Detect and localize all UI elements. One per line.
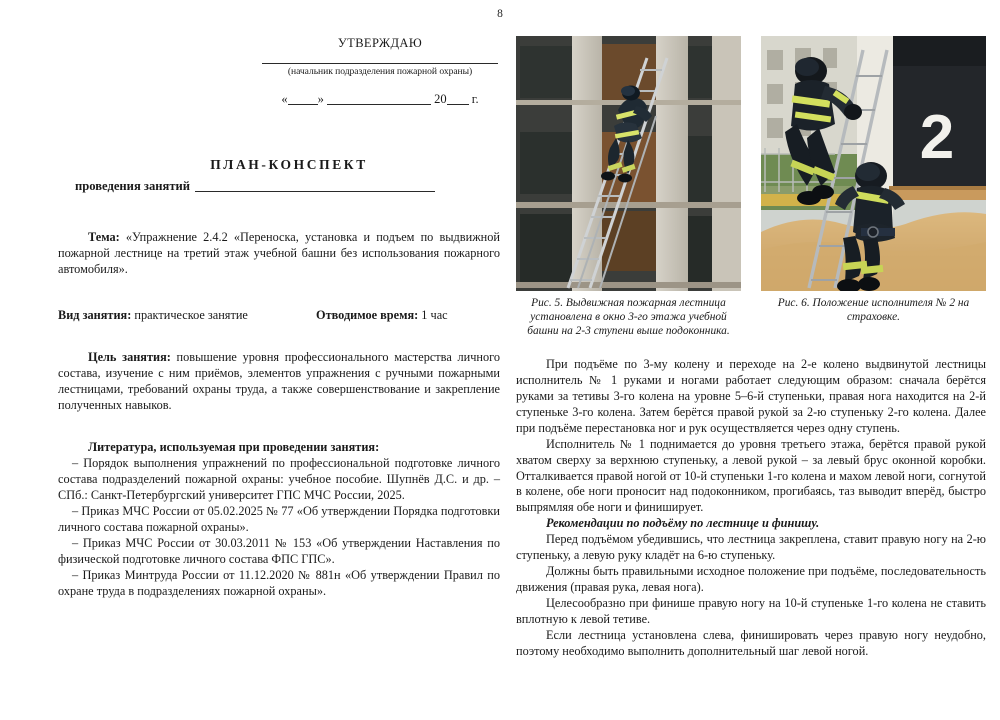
topic-label: Тема: bbox=[88, 230, 120, 244]
page-number: 8 bbox=[497, 8, 503, 20]
lesson-meta-row bbox=[58, 308, 500, 324]
document-title: ПЛАН-КОНСПЕКТ bbox=[210, 157, 368, 172]
document-subtitle: проведения занятий bbox=[75, 179, 191, 193]
lesson-time-cell bbox=[316, 308, 500, 324]
topic-text: «Упражнение 2.4.2 «Переноска, установка и подъем по выдвижной пожарной лестнице на третий этаж учебной башни без использования пожарного автомобиля». bbox=[58, 230, 500, 276]
svg-text:2: 2 bbox=[919, 103, 955, 172]
document-subtitle-row bbox=[58, 179, 500, 194]
subtitle-blank bbox=[195, 191, 435, 192]
figure-5 bbox=[516, 36, 741, 338]
approval-block bbox=[260, 36, 500, 107]
lesson-type-cell bbox=[58, 308, 316, 324]
year-blank bbox=[447, 104, 469, 105]
approval-signature-line bbox=[262, 62, 498, 64]
right-paragraph: Исполнитель № 1 поднимается до уровня третьего этажа, берётся правой рукой хватом сверху за верхнюю ступеньку, а левой рукой – за левый брус оконной коробки. Отталкивается правой ногой от 10-й ступеньки 1-го колена и махом левой ноги, согнутой в колене, обе ноги проносит над подоконником, прогибаясь, таз выводит вперёд, быстро выпрямляя обе ноги и финиширует. bbox=[516, 436, 986, 515]
date-open-quote: « bbox=[281, 92, 288, 106]
right-paragraph: При подъёме по 3-му колену и переходе на 2-е колено выдвинутой лестницы исполнитель № 1 руками и ногами работает следующим образом: сначала берётся руками за тетивы 3-го колена на уровне 5–6-й ступеньки, правая нога находится на 2-й ступеньке 3-го колена. Затем берётся правой рукой за 2-ю ступеньку 2-го колена. Далее при подъёме перестановка ног и рук осуществляется через одну ступень. bbox=[516, 357, 986, 435]
goal-text: повышение уровня профессионального мастерства личного состава, изучение с ним приёмов, элементов упражнения с ручными пожарными лестницами, требований охраны труда, а также совершенствование и закрепление полученных навыков. bbox=[58, 349, 501, 412]
literature-item: – Порядок выполнения упражнений по профессиональной подготовке личного состава подразделений пожарной охраны: учебное пособие. Шупнёв Д.С. и др. –СПб.: Санкт-Петербургский университет ГПС МЧС России, 2025. bbox=[58, 455, 500, 502]
month-blank bbox=[327, 104, 431, 105]
figure-6-caption: Рис. 6. Положение исполнителя № 2 на страховке. bbox=[777, 297, 970, 324]
literature-heading: Литература, используемая при проведении занятия: bbox=[88, 439, 380, 454]
figure-group bbox=[516, 36, 986, 338]
right-column bbox=[516, 36, 986, 660]
approval-subtitle: (начальник подразделения пожарной охраны) bbox=[287, 66, 473, 77]
recommendation-paragraph: Перед подъёмом убедившись, что лестница закреплена, ставит правую ногу на 2-ю ступеньку, а левую руку кладёт на 6-ю ступеньку. bbox=[516, 532, 986, 563]
literature-item: – Приказ Минтруда России от 11.12.2020 № 881н «Об утверждении Правил по охране труда в подразделениях пожарной охраны». bbox=[58, 567, 500, 598]
day-blank bbox=[288, 104, 318, 105]
lesson-time-value: 1 час bbox=[418, 307, 448, 322]
approval-date-line bbox=[260, 92, 500, 107]
recommendations-heading: Рекомендации по подъёму по лестнице и финишу. bbox=[546, 516, 820, 531]
recommendation-paragraph: Целесообразно при финише правую ногу на 10-й ступеньке 1-го колена не ставить вплотную к левой тетиве. bbox=[516, 595, 986, 626]
figure-6 bbox=[761, 36, 986, 338]
figure-5-caption: Рис. 5. Выдвижная пожарная лестница установлена в окно 3-го этажа учебной башни на 2-3 ступени выше подоконника. bbox=[527, 297, 730, 338]
lesson-type-value: практическое занятие bbox=[131, 307, 248, 322]
year-prefix: 20 bbox=[434, 92, 447, 106]
date-close-quote: » bbox=[317, 92, 324, 106]
firefighters-belay-photo bbox=[761, 36, 986, 291]
literature-item: – Приказ МЧС России от 30.03.2011 № 153 «Об утверждении Наставления по физической подготовке личного состава ФПС ГПС». bbox=[58, 535, 500, 566]
approval-title: УТВЕРЖДАЮ bbox=[337, 36, 423, 50]
year-suffix: г. bbox=[471, 92, 479, 106]
ladder-training-tower-photo bbox=[516, 36, 741, 291]
topic-paragraph bbox=[58, 230, 500, 278]
recommendation-paragraph: Должны быть правильными исходное положение при подъёме, последовательность движения (правая рука, левая нога). bbox=[516, 564, 986, 594]
goal-label: Цель занятия: bbox=[88, 349, 171, 364]
goal-paragraph bbox=[58, 350, 500, 414]
lesson-type-label: Вид занятия: bbox=[58, 307, 132, 322]
lesson-time-label: Отводимое время: bbox=[316, 307, 419, 322]
recommendation-paragraph: Если лестница установлена слева, финишировать через правую ногу неудобно, поэтому необходимо выполнить дополнительный шаг левой ногой. bbox=[516, 627, 986, 658]
literature-item: – Приказ МЧС России от 05.02.2025 № 77 «Об утверждении Порядка подготовки личного состава пожарной охраны». bbox=[58, 503, 500, 534]
left-column bbox=[58, 36, 500, 600]
